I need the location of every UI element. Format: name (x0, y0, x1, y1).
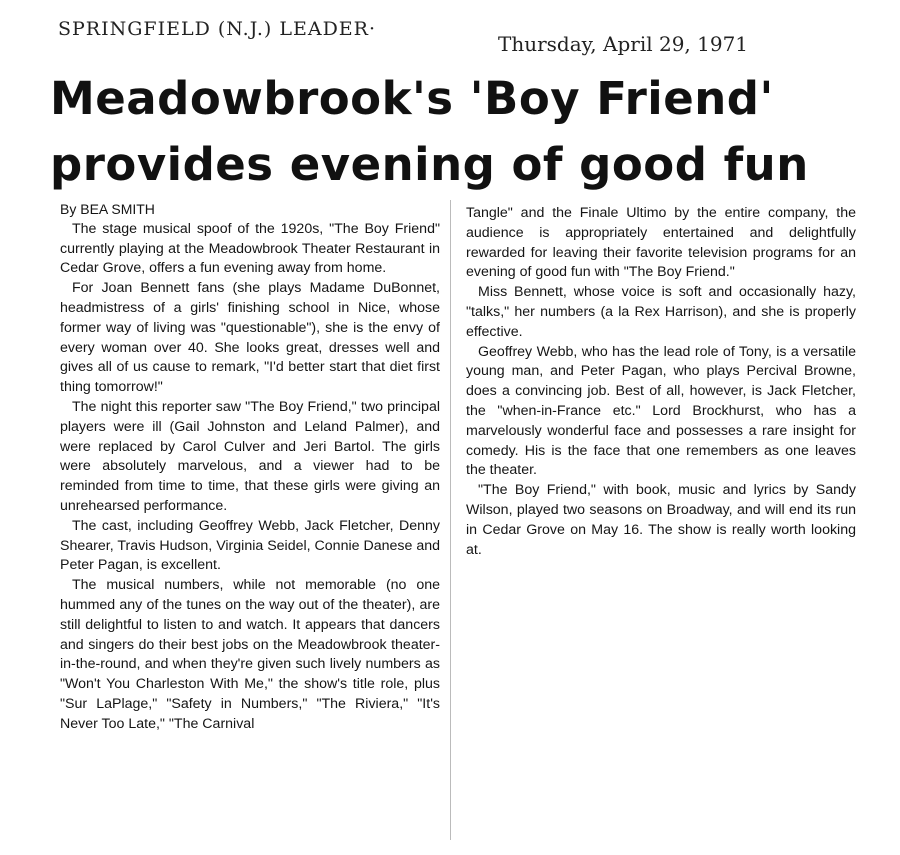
paragraph: For Joan Bennett fans (she plays Madame DuBonnet, headmistress of a girls' finishing school in Nice, whose former way of living was "questionable"), she is the envy of every woman over 40. She looks great, dresses well and gives all of us cause to remark, "I'd better start that diet first thing tomorrow!" (60, 280, 440, 396)
headline-line-1: Meadowbrook's 'Boy Friend' (50, 72, 774, 125)
masthead: SPRINGFIELD (N.J.) LEADER· (58, 18, 377, 40)
headline-line-2: provides evening of good fun (50, 138, 809, 191)
paragraph: The musical numbers, while not memorable (no one hummed any of the tunes on the way out of the theater), are still delightful to listen to and watch. It appears that dancers and singers do their best jobs on the Meadowbrook theater-in-the-round, and when they're given such lively numbers as "Won't You Charleston With Me," the show's title role, plus "Sur LaPlage," "Safety in Numbers," "The Riviera," "It's Never Too Late," "The Carnival (60, 577, 440, 732)
paragraph: The cast, including Geoffrey Webb, Jack Fletcher, Denny Shearer, Travis Hudson, Virginia Seidel, Connie Danese and Peter Pagan, is excellent. (60, 517, 440, 574)
article-column-left (60, 200, 440, 735)
paragraph: Tangle" and the Finale Ultimo by the entire company, the audience is appropriately entertained and delightfully rewarded for leaving their favorite television programs for an evening of good fun with "The Boy Friend." (466, 205, 856, 281)
paragraph: Miss Bennett, whose voice is soft and occasionally hazy, "talks," her numbers (a la Rex Harrison), and she is properly effective. (466, 284, 856, 340)
paragraph: Geoffrey Webb, who has the lead role of Tony, is a versatile young man, and Peter Pagan, who plays Percival Browne, does a convincing job. Best of all, however, is Jack Fletcher, the "when-in-France etc." Lord Brockhurst, who has a marvelously wonderful face and possesses a rare insight for comedy. His is the face that one remembers as one leaves the theater. (466, 343, 856, 479)
byline: By BEA SMITH (60, 201, 155, 217)
paragraph: The night this reporter saw "The Boy Friend," two principal players were ill (Gail Johnston and Leland Palmer), and were replaced by Carol Culver and Jeri Bartol. The girls were absolutely marvelous, and a viewer had to be reminded from time to time, that these girls were giving an unrehearsed performance. (60, 398, 440, 514)
headline (50, 66, 870, 198)
article-column-right (466, 204, 856, 560)
paragraph: "The Boy Friend," with book, music and lyrics by Sandy Wilson, played two seasons on Broadway, and will end its run in Cedar Grove on May 16. The show is really worth looking at. (466, 482, 856, 558)
column-divider (450, 200, 451, 840)
publication-date: Thursday, April 29, 1971 (498, 32, 749, 56)
paragraph: The stage musical spoof of the 1920s, "The Boy Friend" currently playing at the Meadowbrook Theater Restaurant in Cedar Grove, offers a fun evening away from home. (60, 220, 440, 277)
